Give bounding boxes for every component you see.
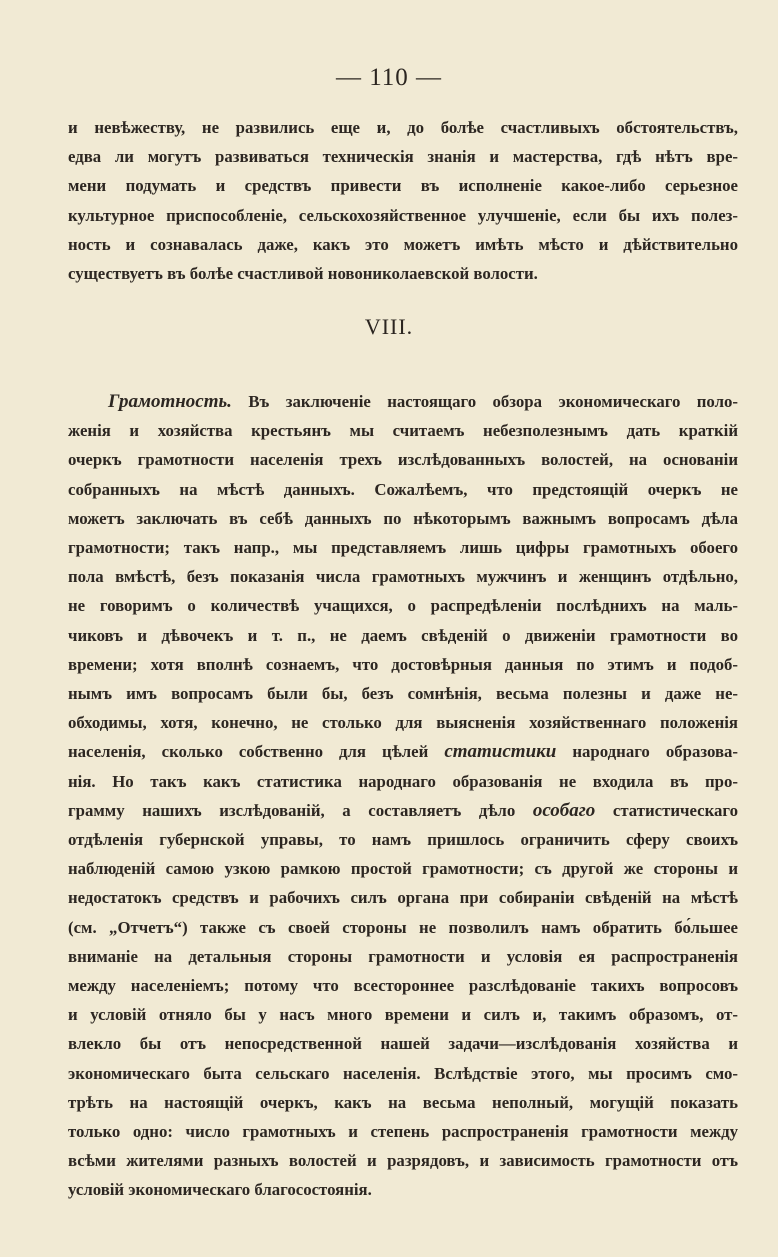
text-fragment: народнаго образова- xyxy=(556,742,738,762)
text-line: экономическаго быта сельскаго населенія. Вслѣдствіе этого, мы просимъ смо- xyxy=(68,1063,738,1083)
text-line xyxy=(68,737,738,766)
text-line xyxy=(68,387,738,416)
paragraph-1 xyxy=(68,113,738,288)
text-line: женія и хозяйства крестьянъ мы считаемъ небезполезнымъ дать краткій xyxy=(68,421,738,441)
text-line: обходимы, хотя, конечно, не столько для выясненія хозяйственнаго положенія xyxy=(68,713,738,733)
section-heading: VIII. xyxy=(364,314,414,339)
text-line: культурное приспособленіе, сельскохозяйственное улучшеніе, если бы ихъ полез- xyxy=(68,205,738,225)
text-line: всѣми жителями разныхъ волостей и разрядовъ, и зависимость грамотности отъ xyxy=(68,1151,738,1171)
text-fragment: статистическаго xyxy=(595,800,738,820)
text-line: только одно: число грамотныхъ и степень распространенія грамотности между xyxy=(68,1122,738,1142)
text-line: и невѣжеству, не развились еще и, до болѣе счастливыхъ обстоятельствъ, xyxy=(68,118,738,137)
emphasis-word: особаго xyxy=(532,799,596,821)
text-line: собранныхъ на мѣстѣ данныхъ. Сожалѣемъ, что предстоящій очеркъ не xyxy=(68,479,738,499)
text-line: недостатокъ средствъ и рабочихъ силъ органа при собираніи свѣденій на мѣстѣ xyxy=(68,888,738,908)
text-line: вниманіе на детальныя стороны грамотности и условія ея распространенія xyxy=(68,946,738,966)
text-line: времени; хотя вполнѣ сознаемъ, что достовѣрныя данныя по этимъ и подоб- xyxy=(68,654,738,674)
lead-word: Грамотность. xyxy=(108,391,232,412)
text-line: условій экономическаго благосостоянія. xyxy=(68,1180,372,1200)
emphasis-word: статистики xyxy=(444,741,557,763)
text-line: пола вмѣстѣ, безъ показанія числа грамотныхъ мужчинъ и женщинъ отдѣльно, xyxy=(68,567,738,587)
text-line: едва ли могутъ развиваться техническія знанія и мастерства, гдѣ нѣтъ вре- xyxy=(68,147,738,167)
text-line: между населеніемъ; потому что всестороннее разслѣдованіе такихъ вопросовъ xyxy=(68,976,738,996)
text-fragment: населенія, сколько собственно для цѣлей xyxy=(68,742,445,762)
text-line: очеркъ грамотности населенія трехъ изслѣдованныхъ волостей, на основаніи xyxy=(68,450,738,470)
text-line xyxy=(68,796,738,825)
text-line: трѣть на настоящій очеркъ, какъ на весьма неполный, могущій показать xyxy=(68,1092,738,1112)
text-line: нія. Но такъ какъ статистика народнаго образованія не входила въ про- xyxy=(68,771,738,791)
text-fragment: Въ заключеніе настоящаго обзора экономическаго поло- xyxy=(231,392,738,411)
text-fragment: грамму нашихъ изслѣдованій, а составляетъ дѣло xyxy=(68,800,533,820)
text-line: можетъ заключать въ себѣ данныхъ по нѣкоторымъ важнымъ вопросамъ дѣла xyxy=(68,508,738,528)
page-number: — 110 — xyxy=(335,64,443,91)
text-line: наблюденій самою узкою рамкою простой грамотности; съ другой же стороны и xyxy=(68,859,738,879)
text-line: влекло бы отъ непосредственной нашей задачи—изслѣдованія хозяйства и xyxy=(68,1034,738,1054)
text-line: и условій отняло бы у насъ много времени и силъ и, такимъ образомъ, от- xyxy=(68,1005,738,1025)
text-line: (см. „Отчетъ“) также съ своей стороны не позволилъ намъ обратить бо́льшее xyxy=(68,917,738,937)
text-line: нымъ имъ вопросамъ были бы, безъ сомнѣнія, весьма полезны и даже не- xyxy=(68,684,738,704)
paragraph-2 xyxy=(68,387,738,1205)
text-line: грамотности; такъ напр., мы представляемъ лишь цифры грамотныхъ обоего xyxy=(68,538,738,558)
text-line: чиковъ и дѣвочекъ и т. п., не даемъ свѣденій о движеніи грамотности во xyxy=(68,625,738,645)
text-line: существуетъ въ болѣе счастливой новониколаевской волости. xyxy=(68,264,538,284)
text-line: не говоримъ о количествѣ учащихся, о распредѣленіи послѣднихъ на маль- xyxy=(68,596,738,616)
text-line: мени подумать и средствъ привести въ исполненіе какое-либо серьезное xyxy=(68,176,738,196)
text-line: ность и сознавалась даже, какъ это можетъ имѣть мѣсто и дѣйствительно xyxy=(68,234,738,254)
text-line: отдѣленія губернской управы, то намъ пришлось ограничить сферу своихъ xyxy=(68,830,738,850)
